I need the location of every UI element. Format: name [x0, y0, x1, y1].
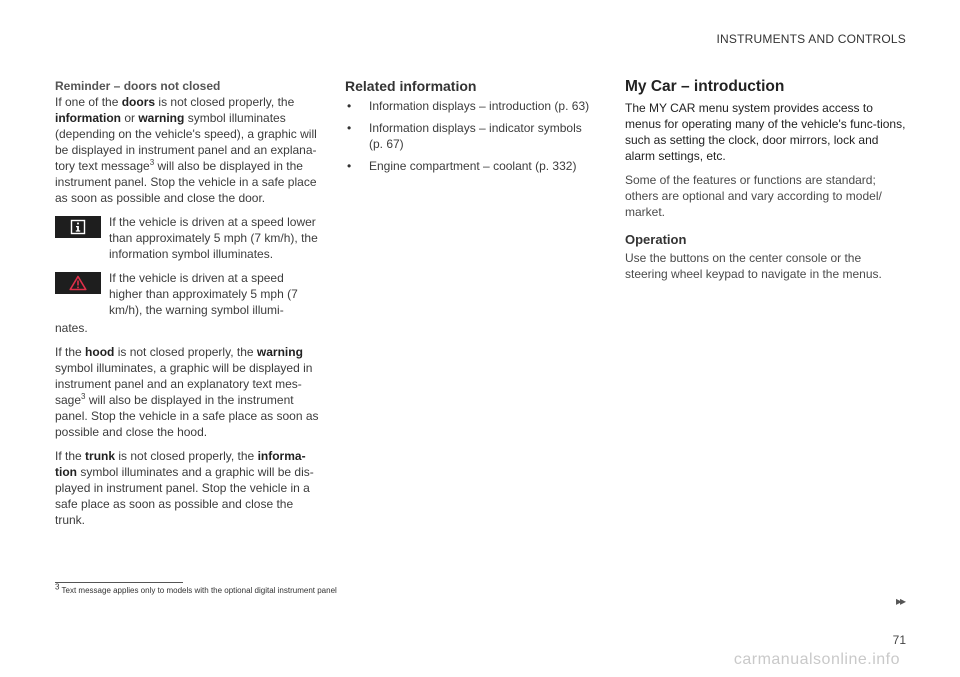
next-page-arrows-icon[interactable]: ▸▸: [895, 594, 904, 608]
bullet: •: [347, 121, 352, 135]
text-run: or: [121, 111, 139, 125]
related-link-text[interactable]: Engine compartment – coolant (p. 332): [369, 159, 577, 173]
text-run: is not closed properly, the: [155, 95, 295, 109]
related-information-heading: Related information: [345, 78, 477, 94]
related-link[interactable]: [345, 120, 595, 152]
warning-symbol-description-end: nates.: [55, 321, 88, 335]
text-run: is not closed properly, the: [115, 449, 258, 463]
column-my-car: [625, 78, 907, 290]
bold-term: doors: [121, 95, 156, 109]
doors-paragraph: [55, 94, 319, 206]
footnote: [55, 582, 337, 595]
footnote-ref: 3: [149, 158, 155, 167]
text-run: symbol illuminates, a graphic will be displayed in instrument panel and an explanatory text mes-sage: [55, 361, 313, 407]
footnote-text: Text message applies only to models with the optional digital instrument panel: [59, 586, 337, 595]
bullet: •: [347, 99, 352, 113]
related-link-text[interactable]: Information displays – introduction (p. 63): [369, 99, 590, 113]
operation-heading: Operation: [625, 232, 687, 247]
bold-term: warning: [256, 345, 303, 359]
text-run: symbol illuminates (depending on the vehicle's speed), a graphic will be displayed in instrument panel and an explana-tory text message: [55, 111, 317, 173]
watermark: carmanualsonline.info: [733, 651, 900, 668]
related-link-text[interactable]: Information displays – indicator symbols (p. 67): [369, 121, 582, 151]
text-run: If the: [55, 449, 86, 463]
column-reminder-doors: [55, 78, 319, 536]
operation-paragraph: Use the buttons on the center console or the steering wheel keypad to navigate in the menus.: [625, 251, 882, 281]
info-symbol-icon: [55, 216, 101, 238]
hood-paragraph: [55, 344, 319, 440]
info-symbol-description: If the vehicle is driven at a speed lower than approximately 5 mph (7 km/h), the information symbol illuminates.: [109, 215, 318, 261]
bold-term: hood: [85, 345, 115, 359]
bold-term: warning: [138, 111, 185, 125]
text-run: will also be displayed in the instrument panel. Stop the vehicle in a safe place as soon as possible and close the hood.: [55, 393, 319, 439]
related-link[interactable]: [345, 98, 595, 114]
text-run: If the: [55, 345, 86, 359]
intro-paragraph: The MY CAR menu system provides access to menus for operating many of the vehicle's func-tions, such as setting the clock, door mirrors, lock and alarm settings, etc.: [625, 101, 906, 163]
warning-symbol-row: [55, 270, 319, 318]
text-run: will also be displayed in the instrument panel. Stop the vehicle in a safe place as soon as possible and close the door.: [55, 159, 317, 205]
bold-term: informa-tion: [55, 449, 306, 479]
footnote-number: 3: [55, 582, 60, 592]
warning-triangle-icon: [55, 272, 101, 294]
column-related-information: [345, 78, 595, 180]
section-heading: My Car – introduction: [625, 78, 785, 95]
related-links-list: [345, 98, 595, 174]
bullet: •: [347, 159, 352, 173]
text-run: is not closed properly, the: [114, 345, 257, 359]
text-run: If one of the: [55, 95, 122, 109]
trunk-paragraph: [55, 448, 319, 528]
info-symbol-row: [55, 214, 319, 262]
related-link[interactable]: [345, 158, 595, 174]
section-subheading: Reminder – doors not closed: [55, 79, 221, 93]
warning-symbol-description: If the vehicle is driven at a speed higher than approximately 5 mph (7 km/h), the warning symbol illumi-: [109, 271, 298, 317]
text-run: symbol illuminates and a graphic will be dis-played in instrument panel. Stop the vehicle in a safe place as soon as possible and close the trunk.: [55, 465, 314, 527]
page-number: 71: [892, 633, 906, 647]
footnote-ref: 3: [81, 392, 86, 401]
bold-term: information: [55, 111, 121, 125]
page-header: INSTRUMENTS AND CONTROLS: [716, 32, 906, 46]
bold-term: trunk: [85, 449, 116, 463]
features-paragraph: Some of the features or functions are standard; others are optional and vary according to model/ market.: [625, 173, 882, 219]
footnote-divider: [55, 582, 183, 583]
